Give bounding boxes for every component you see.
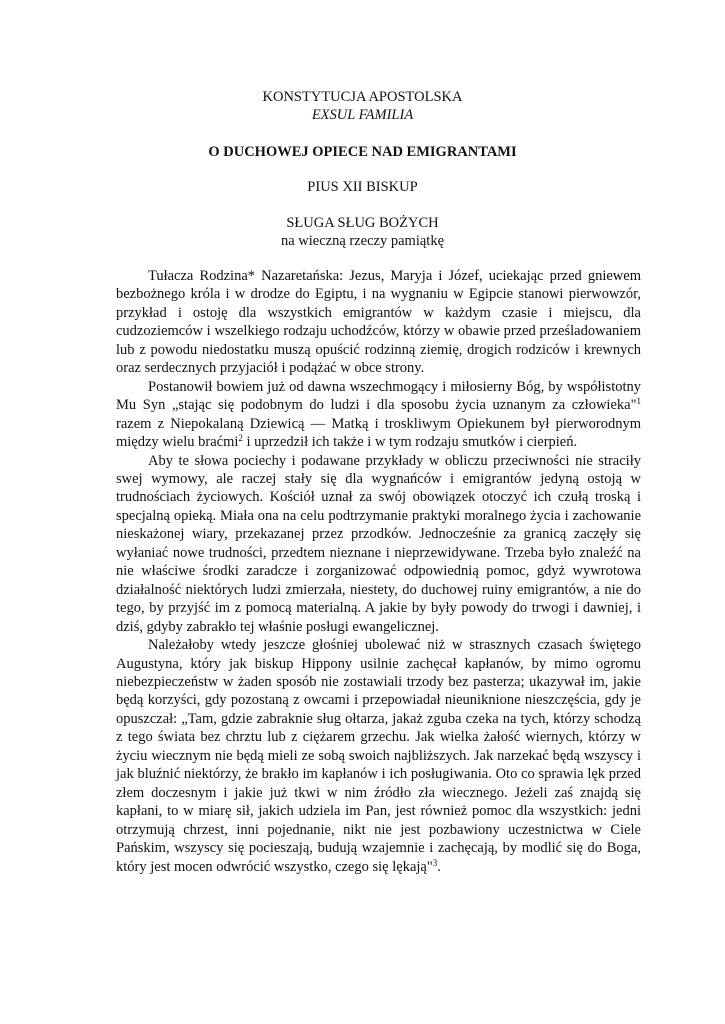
perpetual-memory-line: na wieczną rzeczy pamiątkę [280, 233, 445, 249]
document-latin-title: EXSUL FAMILIA [311, 107, 414, 123]
paragraph-4-text-a: Należałoby wtedy jeszcze głośniej ubolewać niż w strasznych czasach świętego Augustyna, który jak biskup Hippony usilnie zachęcał kapłanów, by mimo ogromu niebezpieczeństw w żaden sposób nie zostawiali trzody bez pasterza; ukazywał im, jakie będą korzyści, gdy pozostaną z owcami i przepowiadał nieuniknione nieszczęścia, gdy je opuszczał: „Tam, gdzie zabraknie sług ołtarza, jakaż zguba czeka na tych, którzy schodzą z tego świata bez chrztu lub z ciężarem grzechu. Jak wielka żałość wiernych, którzy w życiu wiecznym nie będą mieli ze sobą swoich najbliższych. Jak narzekać będą wszyscy i jak bluźnić niektórzy, że brakło im kapłanów i ich posługiwania. Oto co sprawia lęk przed złem doczesnym i jakie już tkwi w nim źródło zła wiecznego. Jeżeli zaś znajdą się kapłani, to w miarę sił, jakich udziela im Pan, jest również pomoc dla wszystkich: jedni otrzymują chrzest, inni pojednanie, nikt nie jest pozbawiony uczestnictwa w Ciele Pańskim, wszyscy się pocieszają, budują wzajemnie i zachęcają, by modlić się do Boga, który jest mocen odwrócić wszystko, czego się lękają" [116, 637, 641, 875]
paragraph-2-text-c: i uprzedził ich także i w tym rodzaju smutków i cierpień. [242, 434, 578, 451]
footnote-ref-1: 1 [636, 396, 641, 407]
paragraph-1: Tułacza Rodzina* Nazaretańska: Jezus, Maryja i Józef, uciekając przed gniewem bezbożnego króla i w drodze do Egiptu, i na wygnaniu w Egipcie stanowi pierwowzór, przykład i ostoję dla wszystkich emigrantów w każdym czasie i miejscu, dla cudzoziemców i wszelkiego rodzaju uchodźców, którzy w obawie przed prześladowaniem lub z powodu niedostatku muszą opuścić rodzinną ziemię, drogich rodziców i krewnych oraz serdecznych przyjaciół i podążać w obce strony. [116, 268, 641, 377]
document-body [116, 267, 641, 876]
paragraph-4 [116, 636, 641, 876]
paragraph-3: Aby te słowa pociechy i podawane przykłady w obliczu przeciwności nie straciły swej wymowy, ale raczej stały się dla wygnańców i emigrantów jedyną ostoją w trudnościach życiowych. Kościół uznał za swój obowiązek otoczyć ich czułą troską i specjalną opieką. Miała ona na celu podtrzymanie praktyki moralnego życia i zachowanie nieskażonej wiary, przekazanej przez przodków. Jednocześnie za granicą zaczęły się wyłaniać nowe trudności, przedtem nieznane i nieprzewidywane. Trzeba było znaleźć na nie właściwe środki zaradcze i zorganizować odpowiednią pomoc, gdyż wywrotowa działalność niektórych ludzi zmierzała, niestety, do duchowej ruiny emigrantów, a nie do tego, by przyjść im z pomocą materialną. A jakie by były powody do trwogi i dawniej, i dziś, gdyby zabrakło tej właśnie posługi ewangelicznej. [116, 452, 641, 635]
paragraph-2-text-b: razem z Niepokalaną Dziewicą — Matką i troskliwym Opiekunem był pierworodnym między wielu braćmi [116, 415, 641, 451]
document-header [0, 88, 725, 250]
servus-servorum: SŁUGA SŁUG BOŻYCH [286, 215, 439, 231]
footnote-ref-2: 2 [238, 433, 243, 444]
document-heading: O DUCHOWEJ OPIECE NAD EMIGRANTAMI [208, 144, 517, 160]
paragraph-2 [116, 378, 641, 452]
document-type: KONSTYTUCJA APOSTOLSKA [262, 89, 463, 105]
document-author: PIUS XII BISKUP [307, 179, 418, 195]
paragraph-2-text-a: Postanowił bowiem już od dawna wszechmogący i miłosierny Bóg, by współistotny Mu Syn „stając się podobnym do ludzi i dla sposobu życia uznanym za człowieka" [116, 378, 641, 414]
paragraph-4-text-b: . [437, 858, 441, 875]
footnote-ref-3: 3 [432, 857, 438, 868]
